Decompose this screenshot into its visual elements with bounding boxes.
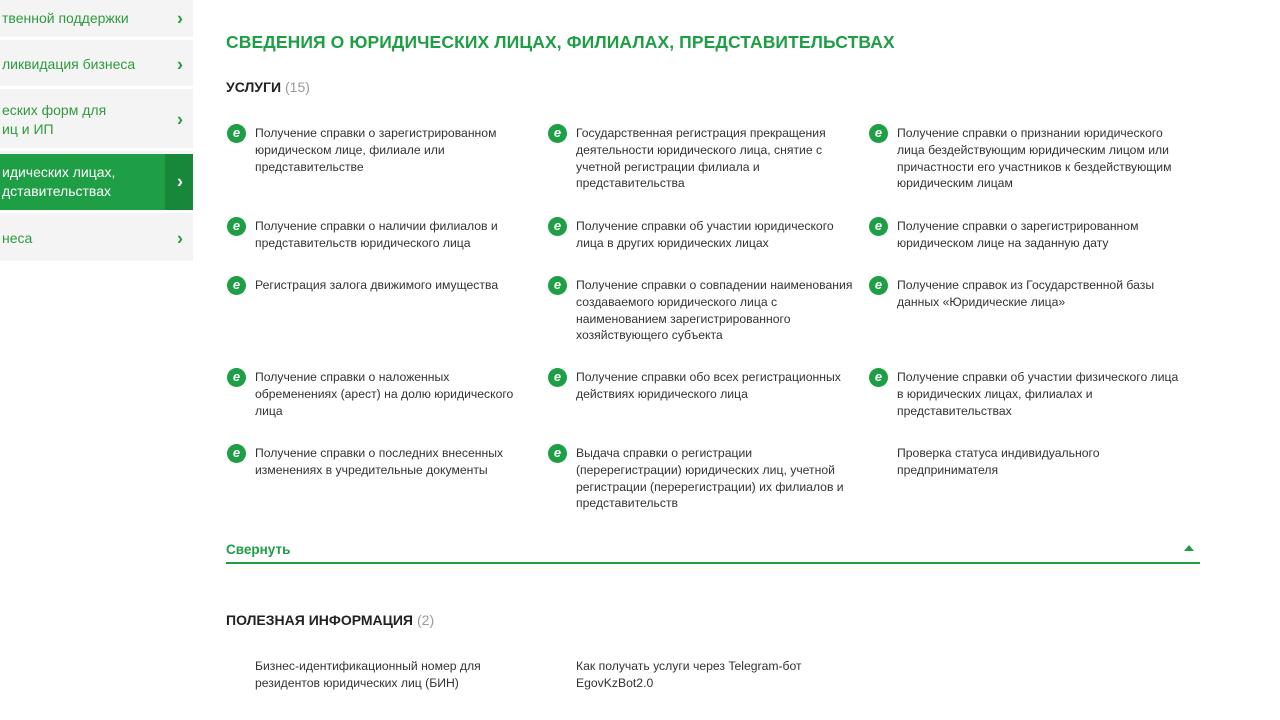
service-item[interactable] <box>553 125 856 192</box>
e-service-icon: e <box>869 276 888 295</box>
e-service-icon: e <box>869 368 888 387</box>
useful-info-heading-label: ПОЛЕЗНАЯ ИНФОРМАЦИЯ <box>226 612 413 628</box>
page-title: СВЕДЕНИЯ О ЮРИДИЧЕСКИХ ЛИЦАХ, ФИЛИАЛАХ, ПРЕДСТАВИТЕЛЬСТВАХ <box>226 32 895 52</box>
service-item[interactable] <box>874 218 1182 252</box>
services-heading <box>226 79 310 95</box>
service-item-text: Получение справки об участии юридического лица в других юридических лицах <box>576 219 834 250</box>
service-item[interactable] <box>232 369 515 419</box>
service-item-text: Получение справки о зарегистрированном юридическом лице на заданную дату <box>897 219 1139 250</box>
e-service-icon: e <box>869 217 888 236</box>
useful-info-link-text: Бизнес-идентификационный номер для резидентов юридических лиц (БИН) <box>255 659 481 690</box>
useful-info-link[interactable] <box>255 658 545 692</box>
e-service-icon: e <box>548 444 567 463</box>
chevron-right-icon: › <box>177 171 183 192</box>
e-service-icon: e <box>548 368 567 387</box>
service-item[interactable] <box>232 277 515 294</box>
e-service-icon: e <box>227 444 246 463</box>
service-item-text: Государственная регистрация прекращения деятельности юридического лица, снятие с учетной регистрации филиала и представительства <box>576 126 826 191</box>
service-item-text: Получение справки о совпадении наименования создаваемого юридического лица с наименованием зарегистрированного хозяйствующего субъекта <box>576 278 853 343</box>
service-item[interactable] <box>897 445 1182 479</box>
sidebar-item-business[interactable] <box>0 216 193 264</box>
sidebar-item-label: твенной поддержки <box>2 10 129 26</box>
service-item-text: Проверка статуса индивидуального предпринимателя <box>897 446 1100 477</box>
e-service-icon: e <box>227 217 246 236</box>
sidebar-item-legal-forms[interactable] <box>0 92 193 151</box>
sidebar-item-state-support[interactable] <box>0 0 193 40</box>
e-service-icon: e <box>548 217 567 236</box>
service-item[interactable] <box>553 445 856 512</box>
service-item-text: Получение справок из Государственной базы данных «Юридические лица» <box>897 278 1155 309</box>
chevron-right-icon: › <box>177 228 183 248</box>
service-item[interactable] <box>553 277 856 344</box>
sidebar-item-business-liquidation[interactable] <box>0 43 193 89</box>
e-service-icon: e <box>548 124 567 143</box>
sidebar-item-label: неса <box>2 230 33 246</box>
service-item-text: Выдача справки о регистрации (перерегистрации) юридических лиц, учетной регистрации (перерегистрации) их филиалов и представительств <box>576 446 844 511</box>
service-item-text: Получение справки о зарегистрированном юридическом лице, филиале или представительстве <box>255 126 497 174</box>
useful-info-link-text: Как получать услуги через Telegram-бот EgovKzBot2.0 <box>576 659 802 690</box>
e-service-icon: e <box>869 124 888 143</box>
services-heading-label: УСЛУГИ <box>226 79 282 95</box>
service-item[interactable] <box>232 218 515 252</box>
service-item[interactable] <box>553 369 856 403</box>
sidebar-item-label: иц и ИП <box>2 121 54 137</box>
e-service-icon: e <box>227 124 246 143</box>
sidebar-item-label: идических лицах, <box>2 164 116 180</box>
chevron-right-icon: › <box>177 109 183 130</box>
sidebar-item-label: еских форм для <box>2 102 107 118</box>
collapse-row <box>226 540 1200 564</box>
service-item[interactable] <box>874 125 1182 192</box>
useful-info-heading <box>226 612 434 628</box>
sidebar-item-label-wrap <box>2 101 106 139</box>
service-item[interactable] <box>874 277 1182 311</box>
sidebar-item-label: ликвидация бизнеса <box>2 56 136 72</box>
service-item[interactable] <box>232 125 515 175</box>
services-count: (15) <box>285 79 310 95</box>
useful-info-link[interactable] <box>576 658 826 692</box>
service-item-text: Получение справки о последних внесенных изменениях в учредительные документы <box>255 446 504 477</box>
service-item-text: Получение справки о наличии филиалов и представительств юридического лица <box>255 219 498 250</box>
service-item-text: Получение справки о признании юридического лица бездействующим юридическим лицом или причастности его участников к бездействующим юридическим лицам <box>897 126 1172 191</box>
service-item-text: Получение справки о наложенных обременениях (арест) на долю юридического лица <box>255 370 514 418</box>
service-item-text: Регистрация залога движимого имущества <box>255 278 499 292</box>
e-service-icon: e <box>227 276 246 295</box>
collapse-button[interactable]: Свернуть <box>226 542 291 557</box>
service-item[interactable] <box>232 445 515 479</box>
sidebar-item-legal-entities[interactable] <box>0 154 193 213</box>
sidebar-item-label-wrap <box>2 163 115 201</box>
service-item-text: Получение справки обо всех регистрационных действиях юридического лица <box>576 370 841 401</box>
chevron-right-icon: › <box>177 8 183 28</box>
e-service-icon: e <box>227 368 246 387</box>
sidebar-item-label: дставительствах <box>2 183 111 199</box>
sidebar <box>0 0 193 264</box>
service-item[interactable] <box>553 218 856 252</box>
chevron-right-icon: › <box>177 54 183 74</box>
chevron-up-icon[interactable] <box>1184 545 1194 551</box>
useful-info-count: (2) <box>417 612 435 628</box>
service-item[interactable] <box>874 369 1182 419</box>
service-item-text: Получение справки об участии физического лица в юридических лицах, филиалах и представительствах <box>897 370 1179 418</box>
e-service-icon: e <box>548 276 567 295</box>
